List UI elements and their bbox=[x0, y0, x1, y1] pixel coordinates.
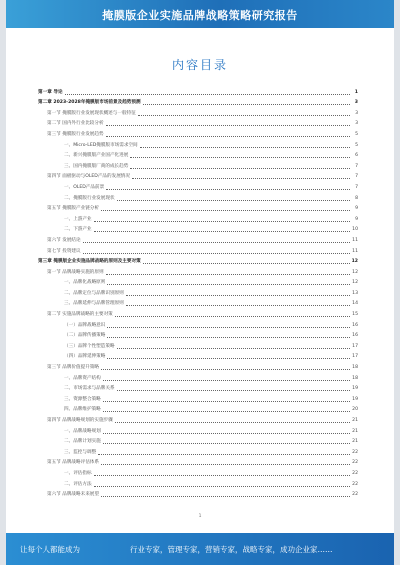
toc-dot-leader bbox=[132, 178, 350, 179]
toc-entry[interactable] bbox=[38, 350, 358, 361]
toc-entry-label: 第一节 掩膜版行业发展现状概述与一般特征 bbox=[47, 110, 136, 116]
toc-entry-label: 一、品牌化战略原则 bbox=[64, 280, 106, 286]
toc-entry-page: 22 bbox=[352, 492, 358, 498]
toc-entry-label: 一、Micro-LED掩膜版市场需求空间 bbox=[64, 142, 138, 148]
toc-entry-page: 9 bbox=[355, 206, 358, 212]
toc-entry-page: 5 bbox=[355, 142, 358, 148]
toc-entry-label: 第二节 实施品牌战略的主要对策 bbox=[47, 312, 113, 318]
toc-entry[interactable] bbox=[38, 371, 358, 382]
toc-entry-page: 12 bbox=[351, 259, 358, 265]
toc-entry[interactable] bbox=[38, 96, 358, 107]
toc-entry-label: 二、品牌计划实施 bbox=[64, 439, 101, 445]
toc-dot-leader bbox=[106, 189, 350, 190]
toc-entry[interactable] bbox=[38, 255, 358, 266]
toc-entry-label: 三、品牌延伸与品牌管理原则 bbox=[64, 301, 124, 307]
toc-entry-page: 3 bbox=[355, 110, 358, 116]
toc-entry-page: 16 bbox=[352, 322, 358, 328]
toc-dot-leader bbox=[94, 231, 350, 232]
toc-entry[interactable] bbox=[38, 170, 358, 181]
toc-entry-page: 11 bbox=[352, 237, 358, 243]
toc-dot-leader bbox=[117, 200, 350, 201]
toc-entry-page: 22 bbox=[352, 449, 358, 455]
toc-entry-label: 第四节 面板驱动与OLED产品的发展情况 bbox=[47, 174, 130, 180]
toc-entry[interactable] bbox=[38, 297, 358, 308]
toc-entry[interactable] bbox=[38, 138, 358, 149]
toc-entry[interactable] bbox=[38, 149, 358, 160]
toc-entry-label: 第五节 品牌战略评估体系 bbox=[47, 460, 99, 466]
footer-band bbox=[6, 533, 394, 565]
toc-dot-leader bbox=[117, 348, 350, 349]
toc-entry-page: 10 bbox=[352, 227, 358, 233]
toc-entry-page: 7 bbox=[355, 184, 358, 190]
toc-entry-label: 一、上游产业 bbox=[64, 216, 92, 222]
toc-dot-leader bbox=[94, 221, 350, 222]
toc-entry-page: 6 bbox=[355, 153, 358, 159]
toc-dot-leader bbox=[83, 242, 350, 243]
toc-dot-leader bbox=[115, 316, 350, 317]
toc-dot-leader bbox=[106, 125, 350, 126]
toc-entry[interactable] bbox=[38, 456, 358, 467]
toc-entry-label: 第五节 掩膜版产业链分析 bbox=[47, 206, 99, 212]
toc-entry-page: 7 bbox=[355, 174, 358, 180]
toc-entry-label: 第三节 掩膜版行业发展趋势 bbox=[47, 131, 104, 137]
table-of-contents bbox=[38, 85, 358, 498]
toc-entry-label: 第二节 国内外行业比较分析 bbox=[47, 121, 104, 127]
toc-dot-leader bbox=[83, 253, 350, 254]
toc-entry[interactable] bbox=[38, 424, 358, 435]
toc-entry-label: 二、品牌定位与品牌识别原则 bbox=[64, 290, 124, 296]
toc-entry[interactable] bbox=[38, 413, 358, 424]
toc-entry-page: 21 bbox=[352, 418, 358, 423]
toc-entry-page: 1 bbox=[354, 89, 358, 95]
toc-entry[interactable] bbox=[38, 307, 358, 318]
footer-slogan-right: 行业专家，管理专家，营销专家，战略专家，成功企业家…… bbox=[130, 545, 333, 554]
toc-entry-label: 第六节 发展结论 bbox=[47, 237, 81, 243]
toc-dot-leader bbox=[107, 284, 350, 285]
toc-entry[interactable] bbox=[38, 233, 358, 244]
toc-entry-page: 17 bbox=[352, 343, 358, 349]
toc-entry[interactable] bbox=[38, 180, 358, 191]
toc-dot-leader bbox=[101, 464, 350, 465]
toc-entry-label: 二、下游产业 bbox=[64, 227, 92, 233]
toc-dot-leader bbox=[130, 168, 350, 169]
toc-entry-page: 17 bbox=[352, 354, 358, 360]
toc-entry-label: 一、评估指标 bbox=[64, 470, 92, 476]
toc-entry-label: （二）品牌传播策略 bbox=[64, 333, 106, 339]
toc-dot-leader bbox=[103, 411, 350, 412]
toc-dot-leader bbox=[107, 327, 350, 328]
header-band bbox=[6, 0, 394, 28]
toc-entry-page: 13 bbox=[352, 290, 358, 296]
toc-entry[interactable] bbox=[38, 85, 358, 96]
toc-dot-leader bbox=[101, 369, 350, 370]
toc-entry-label: 第二章 2023-2028年掩膜版市场前景及趋势预测 bbox=[38, 100, 141, 106]
toc-dot-leader bbox=[101, 496, 350, 497]
toc-entry-page: 12 bbox=[352, 280, 358, 286]
toc-entry-label: 一、OLED产品前景 bbox=[64, 184, 105, 190]
toc-entry-page: 14 bbox=[352, 301, 358, 307]
toc-entry-page: 3 bbox=[355, 121, 358, 127]
toc-entry-page: 18 bbox=[352, 375, 358, 381]
toc-entry-page: 19 bbox=[352, 386, 358, 392]
toc-entry-page: 5 bbox=[355, 131, 358, 137]
toc-entry-label: 第一节 品牌战略实施的原则 bbox=[47, 269, 104, 275]
toc-dot-leader bbox=[143, 263, 350, 264]
toc-entry[interactable] bbox=[38, 212, 358, 223]
footer-slogan-left: 让每个人都能成为 bbox=[20, 545, 80, 554]
toc-entry-label: 二、市场需求与品牌关系 bbox=[64, 386, 115, 392]
toc-dot-leader bbox=[115, 422, 350, 423]
toc-entry[interactable] bbox=[38, 159, 358, 170]
toc-entry[interactable] bbox=[38, 265, 358, 276]
toc-entry-label: 第六节 品牌战略未来展望 bbox=[47, 492, 99, 498]
toc-entry-page: 20 bbox=[352, 407, 358, 413]
toc-entry-page: 19 bbox=[352, 396, 358, 402]
toc-entry-page: 7 bbox=[355, 163, 358, 169]
toc-entry[interactable] bbox=[38, 202, 358, 213]
toc-dot-leader bbox=[117, 390, 350, 391]
toc-entry[interactable] bbox=[38, 392, 358, 403]
toc-entry-page: 21 bbox=[352, 428, 358, 434]
toc-entry[interactable] bbox=[38, 318, 358, 329]
toc-dot-leader bbox=[94, 486, 350, 487]
toc-entry[interactable] bbox=[38, 445, 358, 456]
toc-entry-page: 22 bbox=[352, 460, 358, 466]
toc-entry-label: 三、监控与调整 bbox=[64, 449, 97, 455]
toc-entry-label: 第三章 掩膜版企业实施品牌战略的原则及主要对策 bbox=[38, 259, 141, 265]
toc-dot-leader bbox=[138, 115, 350, 116]
toc-dot-leader bbox=[106, 136, 350, 137]
toc-entry[interactable] bbox=[38, 466, 358, 477]
toc-entry-page: 22 bbox=[352, 470, 358, 476]
toc-entry[interactable] bbox=[38, 435, 358, 446]
toc-entry-label: 二、评估方法 bbox=[64, 481, 92, 487]
toc-entry[interactable] bbox=[38, 382, 358, 393]
toc-entry-page: 8 bbox=[355, 195, 358, 201]
toc-entry[interactable] bbox=[38, 106, 358, 117]
report-page bbox=[6, 0, 394, 565]
toc-entry-label: 三、资源整合策略 bbox=[64, 396, 101, 402]
toc-entry-label: 二、掩膜版行业发展现状 bbox=[64, 195, 115, 201]
toc-dot-leader bbox=[130, 157, 350, 158]
toc-entry[interactable] bbox=[38, 244, 358, 255]
toc-dot-leader bbox=[107, 337, 350, 338]
toc-entry-label: （三）品牌个性塑造策略 bbox=[64, 343, 115, 349]
toc-entry-label: 第七节 投资建议 bbox=[47, 248, 81, 254]
toc-dot-leader bbox=[126, 305, 350, 306]
toc-entry[interactable] bbox=[38, 477, 358, 488]
toc-dot-leader bbox=[106, 274, 350, 275]
toc-entry-label: 一、品牌资产结构 bbox=[64, 375, 101, 381]
toc-dot-leader bbox=[94, 475, 350, 476]
toc-entry-label: （四）品牌延伸策略 bbox=[64, 354, 106, 360]
toc-entry-label: 四、品牌维护策略 bbox=[64, 407, 101, 413]
toc-entry[interactable] bbox=[38, 223, 358, 234]
toc-entry-label: 二、新兴掩膜版产业国产化进展 bbox=[64, 153, 129, 159]
toc-entry-label: 三、国内掩膜版厂商的成长趋势 bbox=[64, 163, 129, 169]
toc-dot-leader bbox=[140, 147, 350, 148]
toc-entry-page: 11 bbox=[352, 248, 358, 254]
toc-entry[interactable] bbox=[38, 339, 358, 350]
page-number: 1 bbox=[198, 514, 202, 519]
toc-dot-leader bbox=[101, 210, 350, 211]
toc-dot-leader bbox=[107, 358, 350, 359]
toc-dot-leader bbox=[103, 443, 350, 444]
toc-entry[interactable] bbox=[38, 117, 358, 128]
toc-entry-page: 16 bbox=[352, 333, 358, 339]
toc-entry-page: 22 bbox=[352, 481, 358, 487]
toc-entry-label: （一）品牌战略意识 bbox=[64, 322, 106, 328]
toc-entry[interactable] bbox=[38, 329, 358, 340]
toc-entry-page: 15 bbox=[352, 312, 358, 318]
document-title: 掩膜版企业实施品牌战略策略研究报告 bbox=[102, 9, 298, 22]
toc-entry-page: 3 bbox=[354, 100, 358, 106]
toc-entry[interactable] bbox=[38, 403, 358, 414]
toc-dot-leader bbox=[65, 94, 350, 95]
toc-entry-label: 第一章 导论 bbox=[38, 89, 63, 95]
toc-heading: 内容目录 bbox=[171, 58, 228, 72]
toc-entry-page: 21 bbox=[352, 439, 358, 445]
toc-entry[interactable] bbox=[38, 191, 358, 202]
toc-entry-label: 一、品牌战略规划 bbox=[64, 428, 101, 434]
toc-dot-leader bbox=[103, 401, 350, 402]
toc-entry[interactable] bbox=[38, 286, 358, 297]
toc-entry[interactable] bbox=[38, 360, 358, 371]
toc-entry[interactable] bbox=[38, 276, 358, 287]
toc-entry-label: 第四节 品牌战略规划的实施步骤 bbox=[47, 418, 113, 423]
toc-dot-leader bbox=[98, 454, 350, 455]
toc-entry-page: 9 bbox=[355, 216, 358, 222]
toc-dot-leader bbox=[103, 380, 350, 381]
toc-dot-leader bbox=[126, 295, 350, 296]
toc-dot-leader bbox=[143, 104, 350, 105]
toc-entry[interactable] bbox=[38, 488, 358, 499]
toc-entry-label: 第三节 品牌价值提升策略 bbox=[47, 365, 99, 371]
toc-dot-leader bbox=[103, 433, 350, 434]
toc-entry-page: 12 bbox=[352, 269, 358, 275]
toc-entry[interactable] bbox=[38, 127, 358, 138]
toc-entry-page: 18 bbox=[352, 365, 358, 371]
